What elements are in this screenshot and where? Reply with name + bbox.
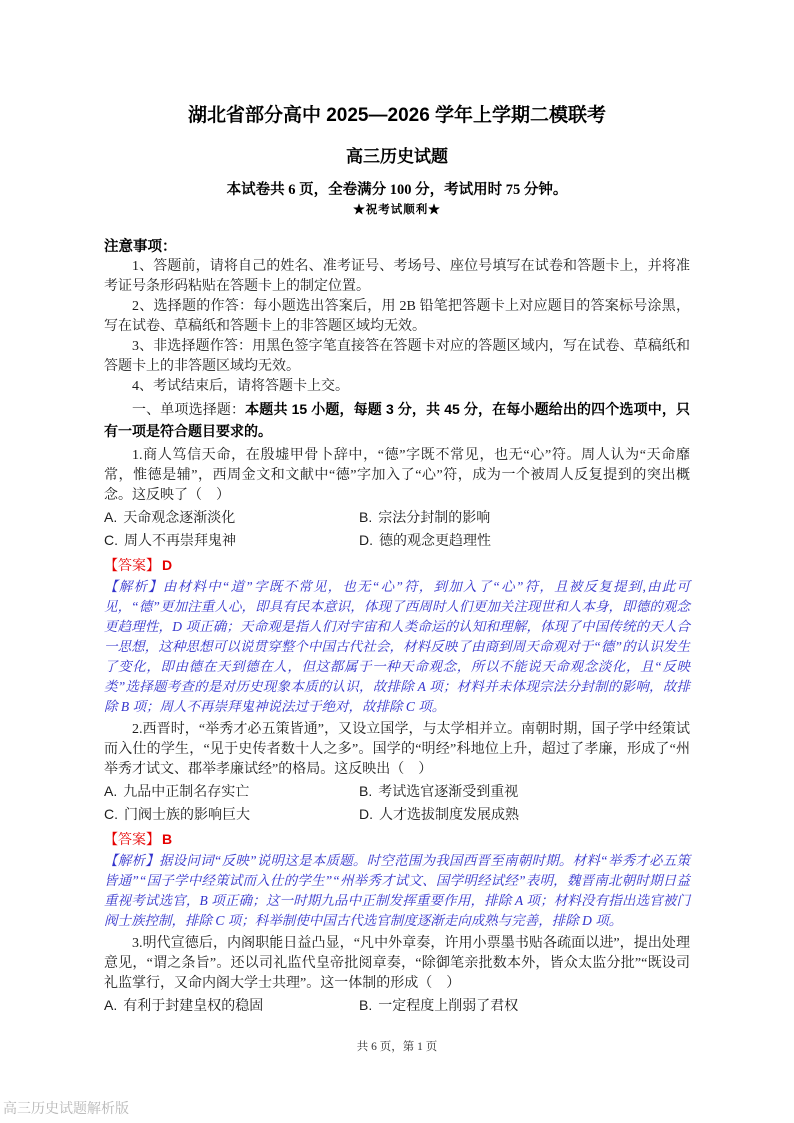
- option-label: C.: [104, 532, 118, 548]
- option-label: A.: [104, 509, 118, 525]
- option-a: [104, 507, 359, 529]
- option-b: [359, 995, 518, 1017]
- option-text: 宗法分封制的影响: [378, 511, 491, 526]
- option-text: 门阀士族的影响巨大: [124, 808, 250, 823]
- analysis-label: 【解析】: [104, 579, 163, 594]
- option-label: D.: [359, 806, 373, 822]
- notice-item-4: 4、考试结束后，请将答题卡上交。: [132, 379, 349, 394]
- question-1-answer: [104, 555, 690, 577]
- notice-item-2: 2、选择题的作答：每小题选出答案后，用 2B 铅笔把答题卡上对应题目的答案标号涂黑，写在试卷、草稿纸和答题卡上的非答题区域均无效。: [104, 299, 690, 334]
- question-2-options-row-2: [104, 804, 690, 826]
- option-text: 德的观念更趋理性: [379, 534, 491, 549]
- question-3-options-row-1: [104, 995, 690, 1017]
- option-text: 一定程度上削弱了君权: [378, 999, 519, 1014]
- option-b: [359, 781, 518, 803]
- exam-wish-line: ★祝考试顺利★: [353, 204, 441, 216]
- answer-label: 【答案】: [104, 833, 160, 848]
- option-text: 周人不再崇拜鬼神: [124, 534, 236, 549]
- option-c: [104, 804, 359, 826]
- option-d: [359, 530, 491, 552]
- section-description: 本题共 15 小题，每题 3 分，共 45 分，在每小题给出的四个选项中，只有一项是符合题目要求的。: [104, 401, 690, 439]
- watermark-label: 高三历史试题解析版: [3, 1102, 129, 1117]
- option-a: [104, 781, 359, 803]
- option-label: D.: [359, 532, 373, 548]
- analysis-label: 【解析】: [104, 853, 159, 868]
- option-text: 人才选拔制度发展成熟: [379, 808, 519, 823]
- page-title: 湖北省部分高中 2025—2026 学年上学期二模联考: [187, 105, 607, 126]
- option-text: 考试选官逐渐受到重视: [378, 785, 519, 800]
- question-1-stem: 1.商人笃信天命，在殷墟甲骨卜辞中，“德”字既不常见，也无“心”符。周人认为“天命靡常，惟德是辅”，西周金文和文献中“德”字加入了“心”符，成为一个被周人反复提到的突出概念。这反映了（ ）: [104, 448, 690, 503]
- question-3: [104, 934, 690, 1017]
- option-label: A.: [104, 783, 118, 799]
- page-content: [104, 0, 690, 1017]
- option-label: B.: [359, 509, 373, 525]
- question-2-options-row-1: [104, 781, 690, 803]
- option-b: [359, 507, 490, 529]
- option-label: B.: [359, 783, 373, 799]
- option-text: 有利于封建皇权的稳固: [123, 999, 264, 1014]
- notice-item-3: 3、非选择题作答：用黑色签字笔直接答在答题卡对应的答题区域内，写在试卷、草稿纸和答题卡上的非答题区域均无效。: [104, 339, 690, 374]
- answer-label: 【答案】: [104, 559, 160, 574]
- exam-info-line: 本试卷共 6 页，全卷满分 100 分，考试用时 75 分钟。: [226, 182, 568, 198]
- question-1-analysis: [104, 577, 690, 717]
- option-label: B.: [359, 997, 373, 1013]
- page-number-footer: 共 6 页，第 1 页: [356, 1041, 438, 1053]
- notice-heading: 注意事项：: [104, 239, 177, 255]
- option-a: [104, 995, 359, 1017]
- question-2-answer: [104, 829, 690, 851]
- notice-item-1: 1、答题前，请将自己的姓名、准考证号、考场号、座位号填写在试卷和答题卡上，并将准考证号条形码粘贴在答题卡上的制定位置。: [104, 259, 690, 294]
- option-label: A.: [104, 997, 118, 1013]
- question-2-analysis: [104, 851, 690, 931]
- question-2: [104, 720, 690, 931]
- section-heading: [104, 399, 690, 443]
- question-2-stem: 2.西晋时，“举秀才必五策皆通”，又设立国学，与太学相并立。南朝时期，国子学中经策试而入仕的学生，“见于史传者数十人之多”。国学的“明经”科地位上升，超过了孝廉，形成了“州举秀才试文、郡举孝廉试经”的格局。这反映出（ ）: [104, 722, 690, 777]
- option-text: 九品中正制名存实亡: [123, 785, 250, 800]
- analysis-text: 由材料中“道”字既不常见，也无“心”符，到加入了“心”符，且被反复提到,由此可见，“德”更加注重人心，即具有民本意识，体现了西周时人们更加关注现世和人本身，即德的观念更趋理性，D 项正确；天命观是指人们对宇宙和人类命运的认知和理解，体现了中国传统的天人合一思想，这种思想可以说贯穿整个中国古代社会，材料反映了由商到周天命观对于“德”的认识发生了变化，即由德在天到德在人，但这都属于一种天命观念，所以不能说天命观念淡化，且“反映类”选择题考查的是对历史现象本质的认识，故排除 A 项；材料并未体现宗法分封制的影响，故排除 B 项；周人不再崇拜鬼神说法过于绝对，故排除 C 项。: [104, 579, 690, 714]
- question-3-stem: 3.明代宣德后，内阁职能日益凸显，“凡中外章奏，许用小票墨书贴各疏面以进”，提出处理意见，“谓之条旨”。还以司礼监代皇帝批阅章奏，“除御笔亲批数本外，皆众太监分批”“既设司礼监掌行，又命内阁大学士共理”。这一体制的形成（ ）: [104, 936, 690, 991]
- option-label: C.: [104, 806, 118, 822]
- analysis-text: 据设问词“反映”说明这是本质题。时空范围为我国西晋至南朝时期。材料“举秀才必五策皆通”“国子学中经策试而入仕的学生”“州举秀才试文、国学明经试经”表明，魏晋南北朝时期日益重视考试选官，B 项正确；这一时期九品中正制发挥重要作用，排除 A 项；材料没有指出选官被门阀士族控制，排除 C 项；科举制使中国古代选官制度逐渐走向成熟与完善，排除 D 项。: [104, 853, 691, 928]
- question-1-options-row-2: [104, 530, 690, 552]
- section-lead: 一、单项选择题：: [132, 403, 246, 418]
- answer-letter: D: [162, 557, 173, 573]
- option-text: 天命观念逐渐淡化: [123, 511, 236, 526]
- question-1: [104, 446, 690, 717]
- option-c: [104, 530, 359, 552]
- answer-letter: B: [162, 831, 173, 847]
- question-1-options-row-1: [104, 507, 690, 529]
- page-subtitle: 高三历史试题: [346, 147, 448, 166]
- option-d: [359, 804, 519, 826]
